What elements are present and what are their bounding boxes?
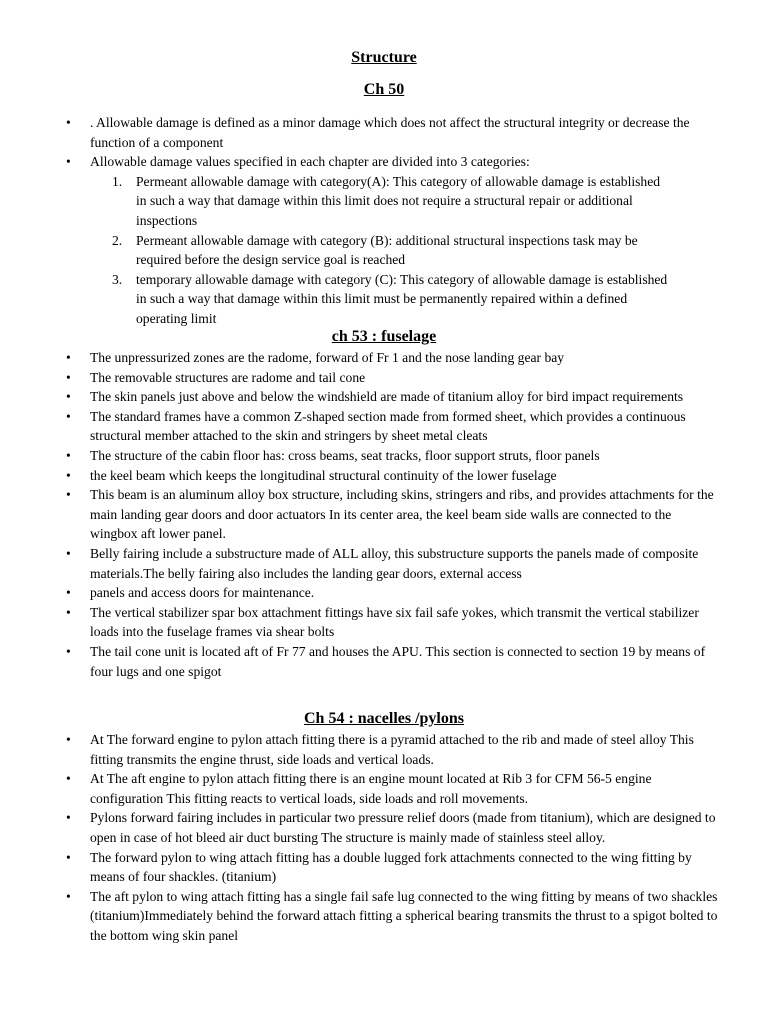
list-item-text: The vertical stabilizer spar box attachment fittings have six fail safe yokes, which transmit the vertical stabilizer loads into the fuselage frames via shear bolts <box>90 604 699 640</box>
list-item <box>0 113 768 152</box>
list-item <box>0 887 768 946</box>
ch53-section <box>0 326 768 681</box>
numbered-item <box>0 231 718 270</box>
list-item <box>0 387 768 407</box>
list-item <box>0 446 768 466</box>
list-item <box>0 407 768 446</box>
list-item-text: The unpressurized zones are the radome, forward of Fr 1 and the nose landing gear bay <box>90 350 565 365</box>
numbered-item-text: Permeant allowable damage with category (B): additional structural inspections task may be required before the design service goal is reached <box>136 232 638 268</box>
numbered-item <box>0 270 718 329</box>
list-item-text: Belly fairing include a substructure made of ALL alloy, this substructure supports the panels made of composite materials.The belly fairing also includes the landing gear doors, external access <box>90 545 699 581</box>
list-item-text: . Allowable damage is defined as a minor damage which does not affect the structural integrity or decrease the function of a component <box>90 115 690 150</box>
list-item-text: The removable structures are radome and tail cone <box>90 369 366 385</box>
list-item-text: The tail cone unit is located aft of Fr 77 and houses the APU. This section is connected to section 19 by means of four lugs and one spigot <box>90 643 706 679</box>
list-item-text: Allowable damage values specified in each chapter are divided into 3 categories: <box>90 154 530 170</box>
ch54-bullet-list <box>0 730 768 946</box>
list-item <box>0 642 768 681</box>
numbered-item <box>0 172 718 231</box>
list-item-text: This beam is an aluminum alloy box structure, including skins, stringers and ribs, and provides attachments for the main landing gear doors and door actuators In its center area, the keel beam side walls are connected to the wingbox aft lower panel. <box>90 487 714 542</box>
list-item <box>0 848 768 887</box>
ch50-numbered-list <box>90 172 718 329</box>
list-item-text: panels and access doors for maintenance. <box>90 585 315 601</box>
list-item <box>0 152 768 328</box>
list-item <box>0 583 768 603</box>
list-item-text: At The aft engine to pylon attach fitting there is an engine mount located at Rib 3 for CFM 56-5 engine configuration This fitting reacts to vertical loads, side loads and roll movements. <box>90 771 652 806</box>
item-number: 1. <box>112 173 123 189</box>
list-item <box>0 348 768 368</box>
list-item-text: Pylons forward fairing includes in particular two pressure relief doors (made from titanium), which are designed to open in case of hot bleed air duct bursting The structure is mainly made of stainless steel alloy. <box>90 810 716 845</box>
list-item-text: The structure of the cabin floor has: cross beams, seat tracks, floor support struts, floor panels <box>90 447 600 463</box>
ch50-section <box>0 113 768 329</box>
list-item <box>0 544 768 583</box>
numbered-item-text: Permeant allowable damage with category(A): This category of allowable damage is established in such a way that damage within this limit does not require a structural repair or additional inspections <box>136 173 661 228</box>
ch50-heading: Ch 50 <box>363 81 405 98</box>
list-item <box>0 485 768 544</box>
list-item-text: the keel beam which keeps the longitudinal structural continuity of the lower fuselage <box>90 467 557 483</box>
ch50-bullet-list <box>0 113 768 329</box>
ch53-heading: ch 53 : fuselage <box>331 328 437 345</box>
list-item <box>0 730 768 769</box>
list-item <box>0 603 768 642</box>
list-item-text: The standard frames have a common Z-shaped section made from formed sheet, which provides a continuous structural member attached to the skin and stringers by sheet metal cleats <box>90 408 686 444</box>
ch53-bullet-list <box>0 348 768 681</box>
list-item <box>0 368 768 388</box>
list-item-text: The skin panels just above and below the windshield are made of titanium alloy for bird impact requirements <box>90 389 684 405</box>
list-item <box>0 808 768 847</box>
document-title: Structure <box>351 49 417 66</box>
list-item-text: The aft pylon to wing attach fitting has a single fail safe lug connected to the wing fitting by means of two shackles (titanium)Immediately behind the forward attach fitting a spherical bearing transmits the thrust to a spigot bolted to the bottom wing skin panel <box>90 888 718 943</box>
list-item-text: The forward pylon to wing attach fitting has a double lugged fork attachments connected to the wing fitting by means of four shackles. (titanium) <box>90 849 692 885</box>
ch54-section <box>0 708 768 946</box>
ch54-heading: Ch 54 : nacelles /pylons <box>303 710 464 727</box>
list-item-text: At The forward engine to pylon attach fitting there is a pyramid attached to the rib and made of steel alloy This fitting transmits the engine thrust, side loads and vertical loads. <box>90 732 694 767</box>
list-item <box>0 466 768 486</box>
numbered-item-text: temporary allowable damage with category (C): This category of allowable damage is established in such a way that damage within this limit must be permanently repaired within a defined operating limit <box>136 271 668 326</box>
item-number: 3. <box>112 271 123 287</box>
item-number: 2. <box>112 232 123 248</box>
list-item <box>0 769 768 808</box>
